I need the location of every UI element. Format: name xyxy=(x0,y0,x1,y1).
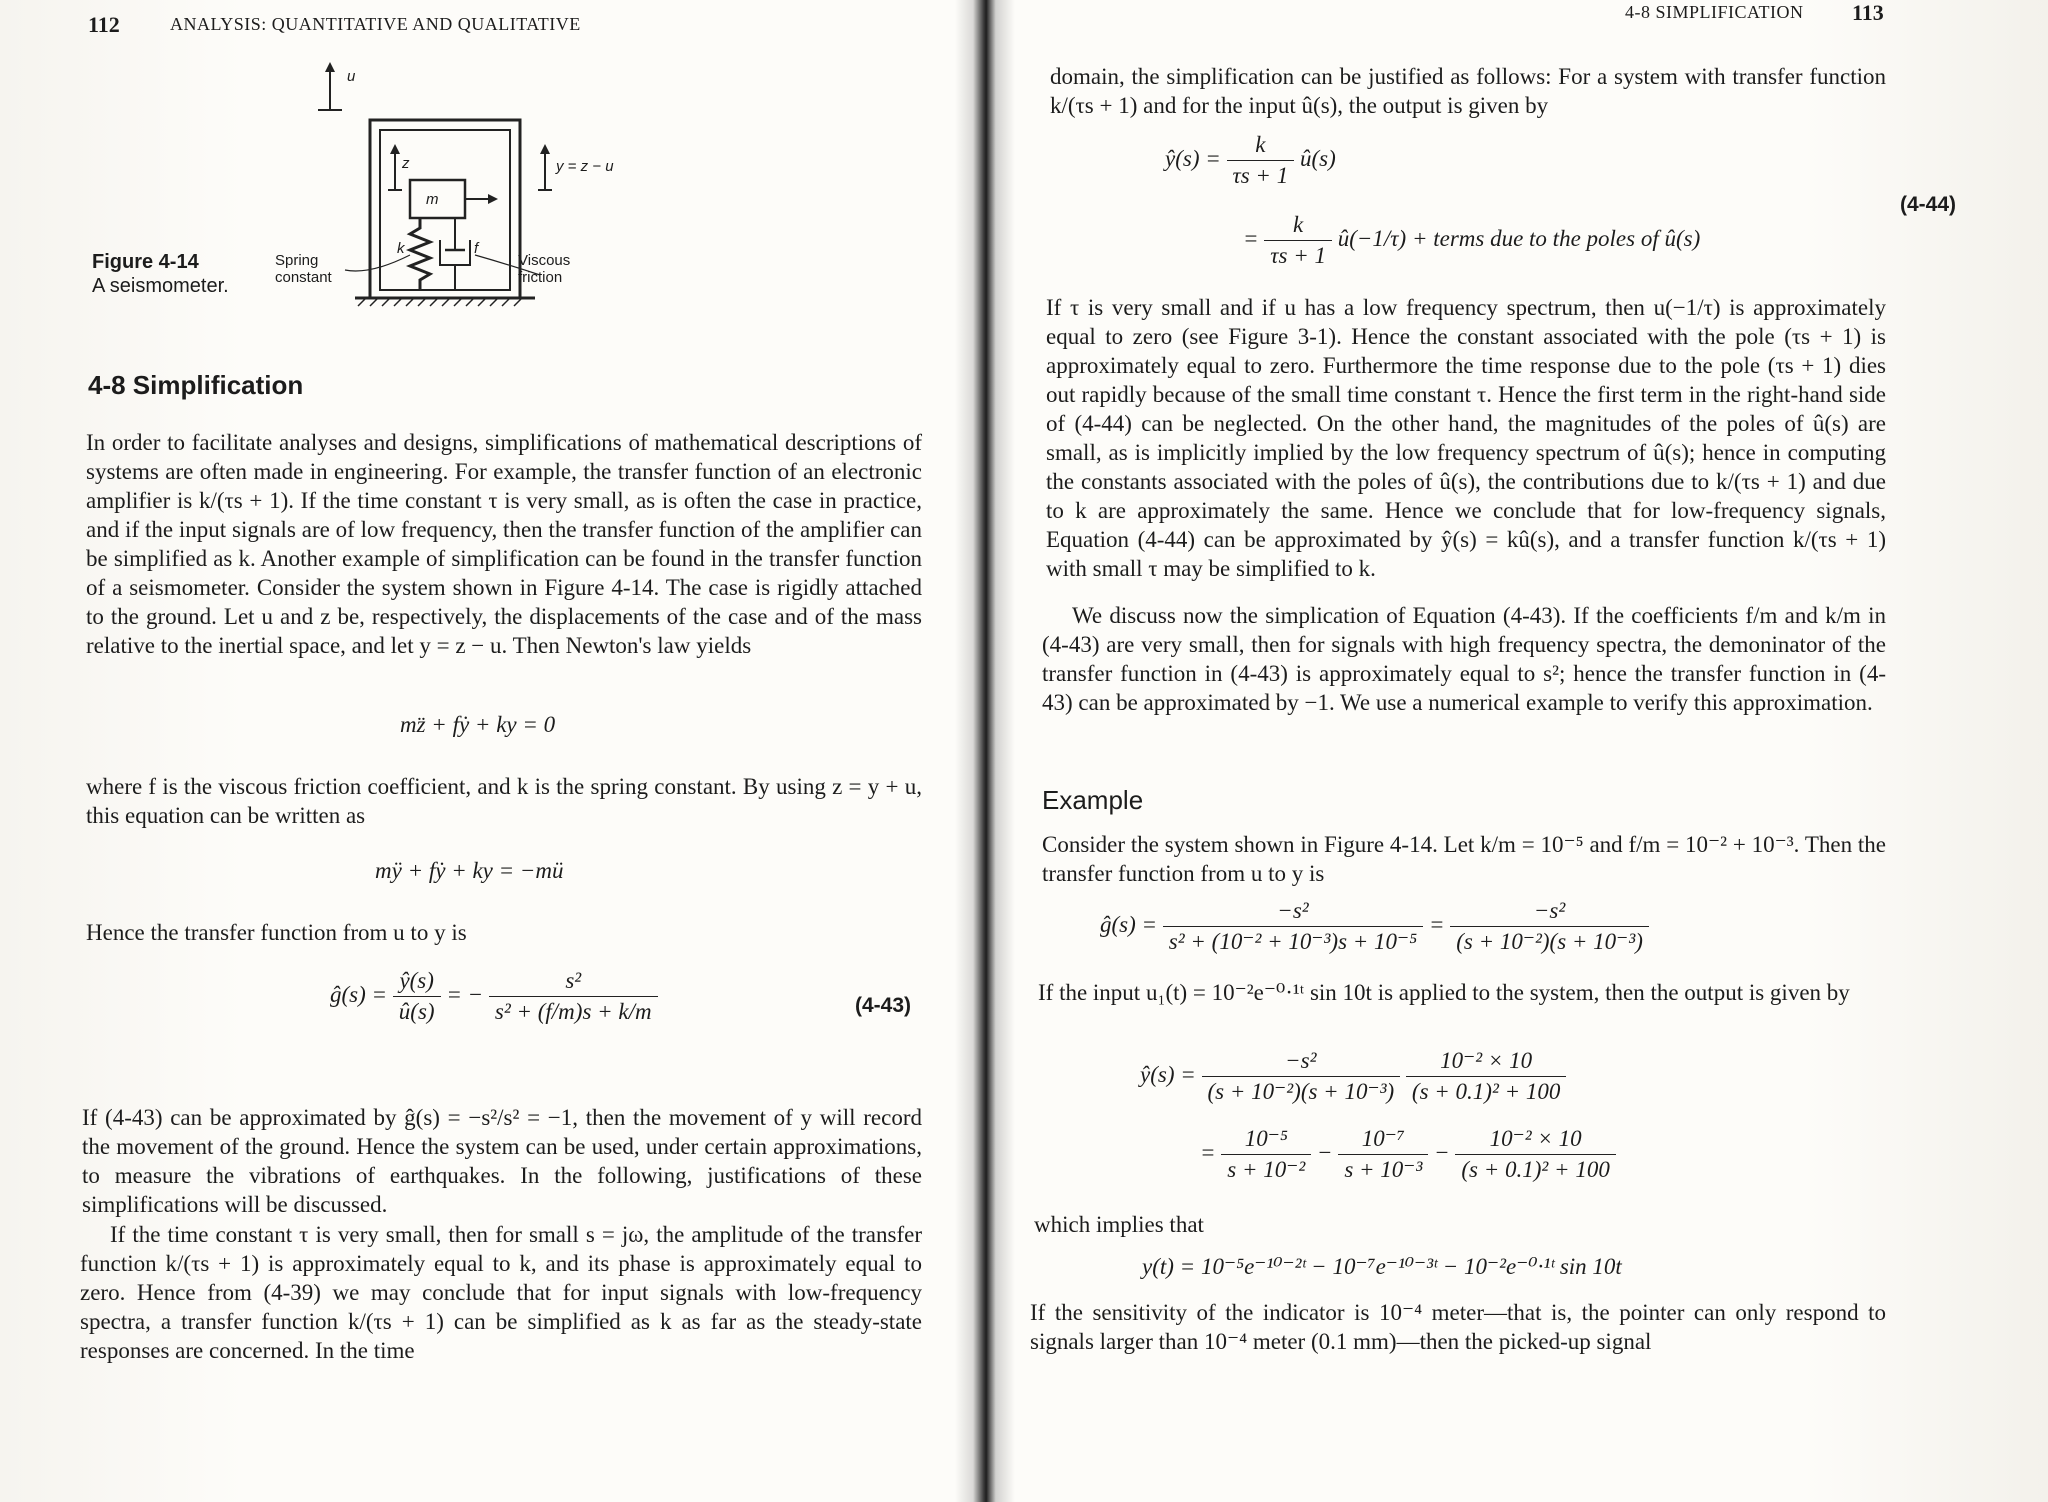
eq43-mid: = − xyxy=(446,981,484,1007)
eq6b-d1: s + 10⁻² xyxy=(1227,1157,1306,1182)
eq6b-frac3 xyxy=(1455,1126,1615,1183)
eq5-n2: −s² xyxy=(1450,898,1649,927)
eq44a-lhs: ŷ(s) = xyxy=(1165,145,1221,171)
eq6a-lhs: ŷ(s) = xyxy=(1140,1061,1196,1087)
left-paragraph-5 xyxy=(80,1220,922,1365)
example-heading: Example xyxy=(1042,785,1144,815)
eq5-equals: = xyxy=(1428,911,1445,937)
eq6b-frac2 xyxy=(1338,1126,1428,1183)
right-p7-text: If the sensitivity of the indicator is 10⁻⁴ meter—that is, the pointer can only respond to signals larger than 10⁻⁴ meter (0.1 mm)—then the picked-up signal xyxy=(1030,1300,1886,1354)
eq43-frac1 xyxy=(393,968,441,1025)
eq6a-frac1 xyxy=(1202,1048,1401,1105)
right-paragraph-6 xyxy=(1034,1210,1882,1239)
eq6a-d1: (s + 10⁻²)(s + 10⁻³) xyxy=(1207,1079,1395,1104)
left-running-head: ANALYSIS: QUANTITATIVE AND QUALITATIVE xyxy=(170,14,581,34)
figure-caption-text: A seismometer. xyxy=(92,275,229,297)
right-paragraph-7 xyxy=(1030,1298,1886,1356)
left-paragraph-2 xyxy=(86,772,922,830)
right-paragraph-3 xyxy=(1042,601,1886,717)
equation-time-response: y(t) = 10⁻⁵e⁻¹⁰⁻²ᵗ − 10⁻⁷e⁻¹⁰⁻³ᵗ − 10⁻²e⁻⁰·¹ᵗ sin 10t xyxy=(1142,1254,1622,1279)
equation-transfer-example xyxy=(1100,898,1649,955)
eq44a-rest: û(s) xyxy=(1299,145,1336,171)
eq44b-rest: û(−1/τ) + terms due to the poles of û(s) xyxy=(1337,225,1701,251)
right-page-number: 113 xyxy=(1852,0,1884,25)
eq5-n1: −s² xyxy=(1163,898,1423,927)
eq44a-den: τs + 1 xyxy=(1232,163,1289,188)
eq43-frac1-num: ŷ(s) xyxy=(393,968,441,997)
figure-label-f: f xyxy=(474,240,479,257)
eq43-frac2-num: s² xyxy=(489,968,658,997)
left-page-number: 112 xyxy=(88,12,120,37)
eq44b-den: τs + 1 xyxy=(1270,243,1326,268)
eq6a-n2: 10⁻² × 10 xyxy=(1406,1048,1566,1077)
eq44b-frac xyxy=(1264,212,1332,269)
eq43-frac2 xyxy=(489,968,658,1025)
left-paragraph-4 xyxy=(82,1103,922,1219)
eq5-d2: (s + 10⁻²)(s + 10⁻³) xyxy=(1456,929,1643,954)
figure-label-k: k xyxy=(397,240,405,257)
eq43-lhs: ĝ(s) = xyxy=(330,981,388,1007)
eq6b-n3: 10⁻² × 10 xyxy=(1455,1126,1615,1155)
eq44a-frac xyxy=(1227,132,1295,189)
eq6b-op2: − xyxy=(1434,1139,1450,1165)
equation-newton: mz̈ + fẏ + ky = 0 xyxy=(400,712,556,737)
right-p6-text: which implies that xyxy=(1034,1212,1204,1237)
left-paragraph-3 xyxy=(86,918,922,947)
figure-label-viscous: Viscous friction xyxy=(518,252,571,286)
eq6a-frac2 xyxy=(1406,1048,1566,1105)
left-p3-text: Hence the transfer function from u to y is xyxy=(86,920,467,945)
eq5-frac2 xyxy=(1450,898,1649,955)
eq43-frac1-den: û(s) xyxy=(398,999,435,1024)
figure-label-u: u xyxy=(347,68,356,85)
eq43-frac2-den: s² + (f/m)s + k/m xyxy=(494,999,652,1024)
equation-output-line2 xyxy=(1200,1126,1616,1183)
figure-label-y: y = z − u xyxy=(556,158,614,175)
eq44b-lhs: = xyxy=(1243,225,1259,251)
figure-label-z: z xyxy=(402,155,410,172)
right-paragraph-5 xyxy=(1038,978,1886,1007)
eq5-lhs: ĝ(s) = xyxy=(1100,911,1158,937)
left-p1-text: In order to facilitate analyses and designs, simplifications of mathematical descriptions of systems are often made in engineering. For example, the transfer function of an electronic amplifier is k/(τs + 1). If the time constant τ is very small, as is often the case in practice, and if the input signals are of low frequency, then the transfer function of the amplifier can be simplified as k. Another example of simplification can be found in the transfer function of a seismometer. Consider the system shown in Figure 4-14. The case is rigidly attached to the ground. Let u and z be, respectively, the displacements of the case and of the mass relative to the inertial space, and let y = z − u. Then Newton's law yields xyxy=(86,430,922,658)
right-page xyxy=(1000,0,2048,1502)
right-paragraph-2 xyxy=(1046,293,1886,583)
eq6b-d2: s + 10⁻³ xyxy=(1344,1157,1423,1182)
equation-number-4-43: (4-43) xyxy=(855,994,912,1017)
section-heading: 4-8 Simplification xyxy=(88,370,304,400)
right-paragraph-4 xyxy=(1042,830,1886,888)
left-p4-text: If (4-43) can be approximated by ĝ(s) = −s²/s² = −1, then the movement of y will record the movement of the ground. Hence the system can be used, under certain approximations, to measure the vibrations of earthquakes. In the following, justifications of these simplifications will be discussed. xyxy=(82,1105,922,1217)
left-paragraph-1 xyxy=(86,428,922,660)
eq5-frac1 xyxy=(1163,898,1423,955)
eq44b-num: k xyxy=(1264,212,1332,241)
equation-4-43 xyxy=(330,968,658,1025)
figure-caption xyxy=(92,250,229,298)
eq6b-n1: 10⁻⁵ xyxy=(1221,1126,1311,1155)
equation-4-44-line1 xyxy=(1165,132,1336,189)
eq44a-num: k xyxy=(1227,132,1295,161)
right-p2-text: If τ is very small and if u has a low frequency spectrum, then u(−1/τ) is approximately equal to zero (see Figure 3-1). Hence the constant associated with the pole (τs + 1) is approximately equal to zero. Furthermore the time response due to the pole (τs + 1) dies out rapidly because of the small time constant τ. Hence the first term in the right-hand side of (4-44) can be neglected. On the other hand, the magnitudes of the poles of û(s) are small, as is implicitly implied by the low frequency spectrum of û(s); hence in computing the constants associated with the poles of û(s), the contributions due to k/(τs + 1) and due to k are approximately the same. Hence we conclude that for low-frequency signals, Equation (4-44) can be approximated by ŷ(s) = kû(s), and a transfer function k/(τs + 1) with small τ may be simplified to k. xyxy=(1046,295,1886,581)
left-p5-text: If the time constant τ is very small, then for small s = jω, the amplitude of the transfer function k/(τs + 1) is approximately equal to k, and its phase is approximately equal to zero. Hence from (4-39) we may conclude that for input signals with low-frequency spectra, a transfer function k/(τs + 1) can be simplified as k as far as the steady-state responses are concerned. In the time xyxy=(80,1222,922,1363)
right-p5-text: If the input u₁(t) = 10⁻²e⁻⁰·¹ᵗ sin 10t is applied to the system, then the output is given by xyxy=(1038,980,1850,1005)
equation-rewritten: mÿ + fẏ + ky = −mü xyxy=(375,858,564,883)
right-running-head: 4-8 SIMPLIFICATION xyxy=(1625,2,1804,22)
equation-4-44-line2 xyxy=(1243,212,1700,269)
eq6b-frac1 xyxy=(1221,1126,1311,1183)
figure-caption-label: Figure 4-14 xyxy=(92,251,199,273)
eq6b-op1: − xyxy=(1317,1139,1333,1165)
left-p2-text: where f is the viscous friction coefficient, and k is the spring constant. By using z = y + u, this equation can be written as xyxy=(86,774,922,828)
right-p1-text: domain, the simplification can be justified as follows: For a system with transfer function k/(τs + 1) and for the input û(s), the output is given by xyxy=(1050,64,1886,118)
left-page xyxy=(0,0,975,1502)
equation-output-line1 xyxy=(1140,1048,1566,1105)
right-p3-text: We discuss now the simplication of Equation (4-43). If the coefficients f/m and k/m in (4-43) are very small, then for signals with high frequency spectra, the demoninator of the transfer function in (4-43) is approximately equal to s²; hence the transfer function in (4-43) can be approximated by −1. We use a numerical example to verify this approximation. xyxy=(1042,603,1886,715)
eq6a-n1: −s² xyxy=(1202,1048,1401,1077)
figure-label-m: m xyxy=(426,191,439,208)
right-p4-text: Consider the system shown in Figure 4-14. Let k/m = 10⁻⁵ and f/m = 10⁻² + 10⁻³. Then the transfer function from u to y is xyxy=(1042,832,1886,886)
equation-number-4-44: (4-44) xyxy=(1900,193,1957,216)
eq6b-n2: 10⁻⁷ xyxy=(1338,1126,1428,1155)
figure-label-spring: Spring constant xyxy=(275,252,332,286)
eq5-d1: s² + (10⁻² + 10⁻³)s + 10⁻⁵ xyxy=(1168,929,1418,954)
right-paragraph-1 xyxy=(1050,62,1886,120)
eq6b-d3: (s + 0.1)² + 100 xyxy=(1461,1157,1610,1182)
eq6a-d2: (s + 0.1)² + 100 xyxy=(1411,1079,1561,1104)
eq6b-lhs: = xyxy=(1200,1139,1216,1165)
